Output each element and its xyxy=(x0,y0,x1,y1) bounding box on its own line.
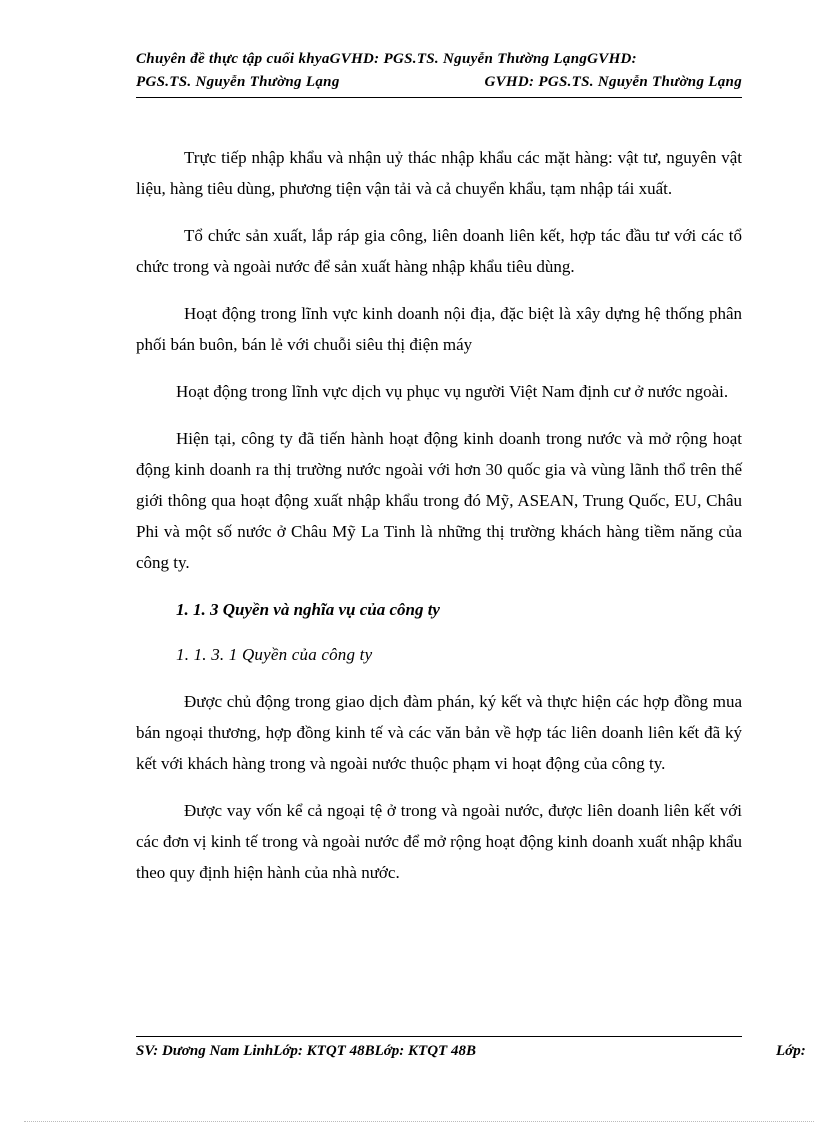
header-course-advisor: PGS.TS. Nguyễn Thường Lạng xyxy=(136,74,340,90)
paragraph-services: Hoạt động trong lĩnh vực dịch vụ phục vụ người Việt Nam định cư ở nước ngoài. xyxy=(176,382,729,401)
section-heading: 1. 1. 3 Quyền và nghĩa vụ của công ty xyxy=(176,600,440,619)
paragraph-rights-trade: Được chủ động trong giao dịch đàm phán, ký kết và thực hiện các hợp đồng mua bán ngoại thương, hợp đồng kinh tế và các văn bản về hợp tác liên doanh liên kết đã ký kết với khách hàng trong và ngoài nước thuộc phạm vi hoạt động của công ty. xyxy=(136,692,742,773)
header-line-2 xyxy=(136,71,742,94)
footer-divider xyxy=(136,1036,742,1037)
paragraph-domestic: Hoạt động trong lĩnh vực kinh doanh nội địa, đặc biệt là xây dựng hệ thống phân phối bán buôn, bán lẻ với chuỗi siêu thị điện máy xyxy=(136,304,742,354)
page-bottom-edge xyxy=(24,1121,814,1122)
header-advisor: GVHD: PGS.TS. Nguyễn Thường Lạng xyxy=(484,74,742,90)
page-header xyxy=(136,48,742,94)
header-divider xyxy=(136,97,742,98)
footer-class: Lớp: xyxy=(776,1043,806,1059)
paragraph-import: Trực tiếp nhập khẩu và nhận uỷ thác nhập khẩu các mặt hàng: vật tư, nguyên vật liệu, hàng tiêu dùng, phương tiện vận tải và cả chuyển khẩu, tạm nhập tái xuất. xyxy=(136,148,742,198)
document-body xyxy=(136,142,742,888)
paragraph-production: Tổ chức sản xuất, lắp ráp gia công, liên doanh liên kết, hợp tác đầu tư với các tổ chức trong và ngoài nước để sản xuất hàng nhập khẩu tiêu dùng. xyxy=(136,226,742,276)
paragraph-rights-loans: Được vay vốn kể cả ngoại tệ ở trong và ngoài nước, được liên doanh liên kết với các đơn vị kinh tế trong và ngoài nước để mở rộng hoạt động kinh doanh xuất nhập khẩu theo quy định hiện hành của nhà nước. xyxy=(136,801,742,882)
paragraph-current-status: Hiện tại, công ty đã tiến hành hoạt động kinh doanh trong nước và mở rộng hoạt động kinh doanh ra thị trường nước ngoài với hơn 30 quốc gia và vùng lãnh thổ trên thế giới thông qua hoạt động xuất nhập khẩu trong đó Mỹ, ASEAN, Trung Quốc, EU, Châu Phi và một số nước ở Châu Mỹ La Tinh là những thị trường khách hàng tiềm năng của công ty. xyxy=(136,429,742,572)
header-line-1: Chuyên đề thực tập cuối khyaGVHD: PGS.TS. Nguyễn Thường LạngGVHD: xyxy=(136,51,637,67)
subsection-heading: 1. 1. 3. 1 Quyền của công ty xyxy=(176,645,373,664)
footer-student: SV: Dương Nam LinhLớp: KTQT 48BLớp: KTQT 48B xyxy=(136,1043,476,1059)
